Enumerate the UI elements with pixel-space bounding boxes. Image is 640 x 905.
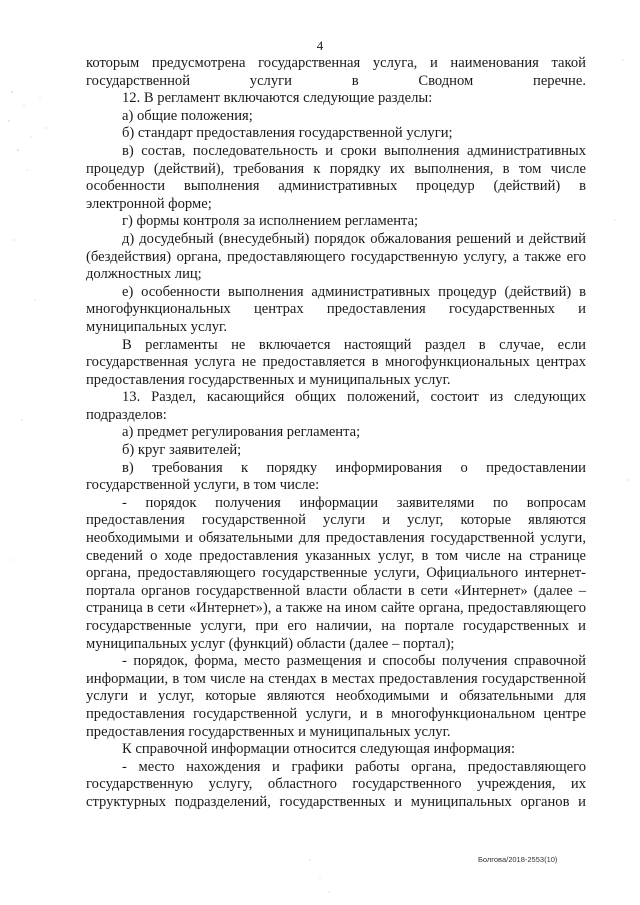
paragraph: г) формы контроля за исполнением регламента; [122, 213, 419, 230]
paragraph: - порядок получения информации заявителями по вопросам предоставления государственной услуги и услуг, которые являются необходимыми и обязательными для предоставления государственной услуги, сведений о ходе предоставления указанных услуг, в том числе на странице органа, предоставляющего государственные услуги, Официального интернет-портала органов государственной власти области в сети «Интернет» (далее – страница в сети «Интернет»), а также на ином сайте органа, предоставляющего государственные услуги, при его наличии, на портале государственных и муниципальных услуг (функций) области (далее – портал); [86, 494, 586, 652]
document-code: Болгова/2018-2553(10) [478, 855, 558, 864]
paragraph: б) круг заявителей; [122, 442, 242, 459]
paragraph: а) общие положения; [122, 107, 253, 124]
document-body [86, 55, 586, 812]
paragraph: в) состав, последовательность и сроки выполнения административных процедур (действий), требования к порядку их выполнения, в том числе особенности выполнения административных процедур (действий) в электронной форме; [86, 142, 586, 212]
paragraph: В регламенты не включается настоящий раздел в случае, если государственная услуга не предоставляется в многофункциональных центрах предоставления государственных и муниципальных услуг. [86, 336, 586, 388]
paragraph: в) требования к порядку информирования о предоставлении государственной услуги, в том числе: [86, 459, 586, 494]
paragraph: К справочной информации относится следующая информация: [122, 741, 516, 758]
paragraph: д) досудебный (внесудебный) порядок обжалования решений и действий (бездействия) органа, предоставляющего государственную услугу, а также его должностных лиц; [86, 230, 586, 283]
paragraph: 12. В регламент включаются следующие разделы: [122, 90, 433, 107]
paragraph: - место нахождения и графики работы органа, предоставляющего государственную услугу, областного государственного учреждения, их структурных подразделений, государственных и муниципальных органов и [86, 758, 586, 810]
paragraph: б) стандарт предоставления государственной услуги; [122, 125, 453, 142]
paragraph: - порядок, форма, место размещения и способы получения справочной информации, в том числе на стендах в местах предоставления государственной услуги и услуг, которые являются необходимыми и обязательными для предоставления государственной услуги, и в многофункциональном центре предоставления государственных и муниципальных услуг. [86, 653, 586, 740]
page-number: 4 [316, 38, 324, 53]
paragraph: которым предусмотрена государственная услуга, и наименования такой государственной услуги в Сводном перечне. [86, 55, 586, 89]
paragraph: 13. Раздел, касающийся общих положений, состоит из следующих подразделов: [86, 389, 586, 423]
paragraph: а) предмет регулирования регламента; [122, 424, 361, 441]
paragraph: е) особенности выполнения административных процедур (действий) в многофункциональных центрах предоставления государственных и муниципальных услуг. [86, 283, 586, 335]
